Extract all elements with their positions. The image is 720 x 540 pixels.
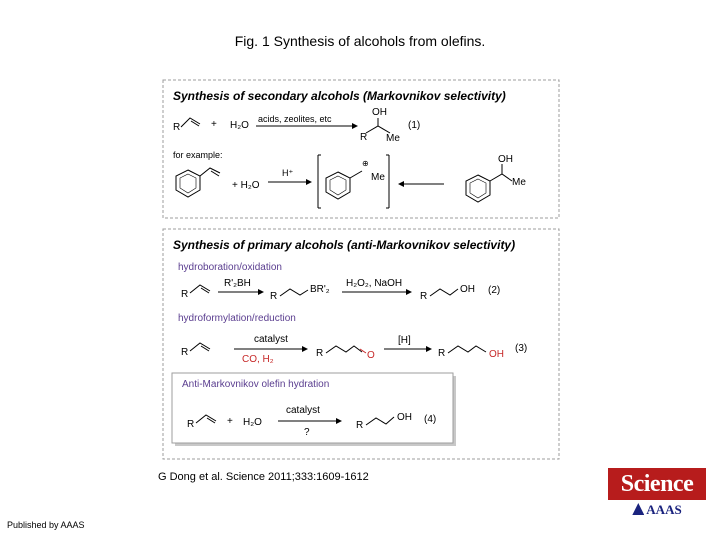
panel-primary-heading: Synthesis of primary alcohols (anti-Markovnikov selectivity) — [173, 238, 516, 252]
eq2-r3: R — [420, 291, 428, 302]
eq1-number: (1) — [408, 120, 421, 131]
example-label: for example: — [173, 150, 223, 160]
eq3-h: [H] — [398, 335, 411, 346]
eq3-oh: OH — [489, 349, 504, 360]
eq4-water: H₂O — [243, 417, 262, 428]
eq2-r2: R — [270, 291, 278, 302]
eq3-arrowhead1 — [302, 346, 308, 352]
eq1-plus: + — [211, 119, 217, 130]
eq4-r2: R — [356, 420, 364, 431]
aaas-icon — [632, 503, 644, 515]
eq3-number: (3) — [515, 343, 528, 354]
product-oh: OH — [498, 154, 513, 165]
eq4-oh: OH — [397, 412, 412, 423]
eq1-condition: acids, zeolites, etc — [258, 114, 332, 124]
section-hydroformylation: hydroformylation/reduction — [178, 313, 296, 324]
eq2-borane: R'₂BH — [224, 278, 251, 289]
eq1-me: Me — [386, 133, 400, 144]
eq2-alkene-double — [201, 288, 209, 293]
eq2-reagents: H₂O₂, NaOH — [346, 278, 403, 289]
science-logo — [608, 468, 706, 520]
carbocation-charge: ⊕ — [362, 159, 369, 168]
published-by: Published by AAAS — [7, 520, 85, 530]
eq3-aldehyde — [326, 346, 362, 353]
eq4-r: R — [187, 419, 195, 430]
eq3-r2: R — [316, 348, 324, 359]
eq4-plus: + — [227, 416, 233, 427]
aaas-wordmark — [608, 500, 706, 520]
product-chain — [490, 174, 512, 181]
eq1-chain — [366, 126, 390, 133]
example-arrowhead2 — [398, 181, 404, 187]
eq1-alkene — [181, 118, 200, 127]
eq2-arrowhead2 — [406, 289, 412, 295]
carbocation-bond — [350, 171, 362, 178]
eq2-alcohol — [430, 289, 458, 296]
eq3-r3: R — [438, 348, 446, 359]
citation: G Dong et al. Science 2011;333:1609-1612 — [158, 471, 369, 483]
eq1-arrowhead — [352, 123, 358, 129]
product-ring-inner — [470, 179, 486, 198]
eq3-alcohol — [448, 346, 486, 353]
eq1-alkene-double — [191, 121, 199, 126]
eq2-number: (2) — [488, 285, 501, 296]
eq3-alkene-double — [201, 346, 209, 351]
eq1-oh: OH — [372, 107, 387, 118]
eq2-alkylborane — [280, 289, 308, 296]
eq3-r: R — [181, 347, 189, 358]
eq4-catalyst: catalyst — [286, 405, 320, 416]
eq4-number: (4) — [424, 414, 437, 425]
panel-secondary-heading: Synthesis of secondary alcohols (Markovnikov selectivity) — [173, 89, 506, 103]
example-hplus: H⁺ — [282, 168, 294, 178]
eq2-oh: OH — [460, 284, 475, 295]
eq2-arrowhead1 — [258, 289, 264, 295]
eq3-arrowhead2 — [426, 346, 432, 352]
example-water: + H₂O — [232, 180, 260, 191]
eq3-catalyst: catalyst — [254, 334, 288, 345]
eq3-co: CO, H₂ — [242, 354, 274, 365]
eq4-question: ? — [304, 427, 310, 438]
box-heading: Anti-Markovnikov olefin hydration — [182, 379, 330, 390]
eq1-r2: R — [360, 132, 368, 143]
eq1-water: H₂O — [230, 120, 249, 131]
eq3-o: O — [367, 350, 375, 361]
aaas-text: AAAS — [646, 502, 682, 517]
carbocation-me: Me — [371, 172, 385, 183]
figure-title: Fig. 1 Synthesis of alcohols from olefins. — [234, 33, 486, 49]
carbocation-ring-inner — [330, 176, 346, 195]
product-me: Me — [512, 177, 526, 188]
eq1-r: R — [173, 122, 181, 133]
science-wordmark: Science — [608, 468, 706, 500]
eq2-r: R — [181, 289, 189, 300]
example-arrowhead1 — [306, 179, 312, 185]
section-hydroboration: hydroboration/oxidation — [178, 262, 282, 273]
eq2-br2: BR'₂ — [310, 284, 330, 295]
styrene-ring-inner — [180, 174, 196, 193]
